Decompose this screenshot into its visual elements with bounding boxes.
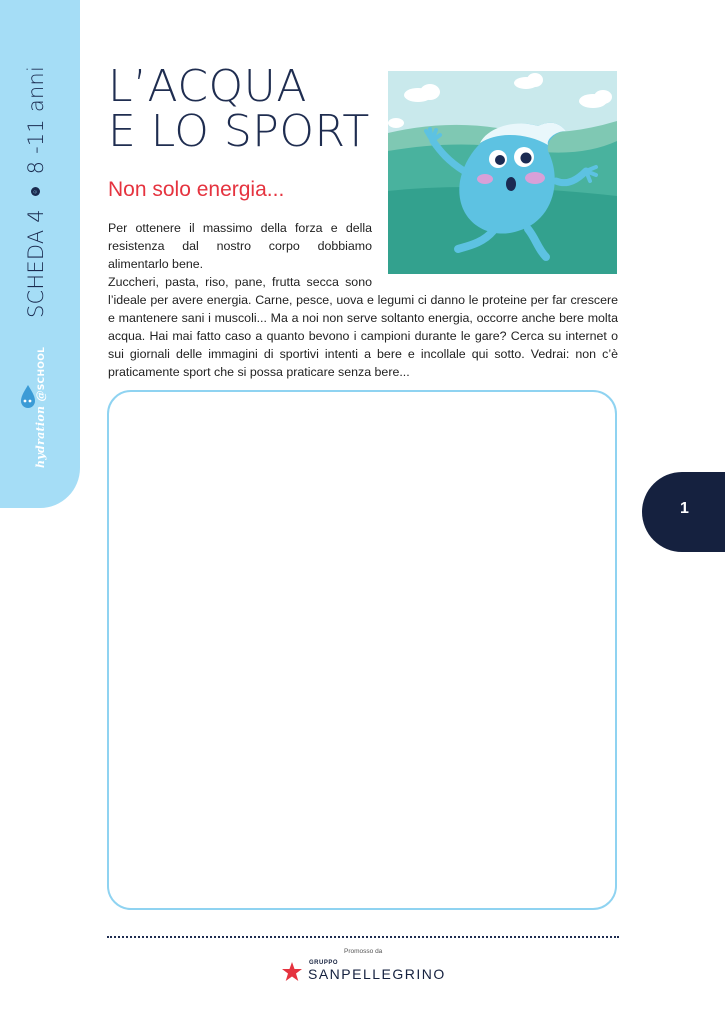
section-subtitle: Non solo energia... bbox=[108, 178, 285, 201]
image-paste-box bbox=[107, 390, 617, 910]
sponsor-group: GRUPPO bbox=[309, 960, 339, 966]
body-lead-line: Zuccheri, pasta, riso, pane, frutta secca sono bbox=[108, 275, 372, 289]
body-text: l’ideale per avere energia. Carne, pesce, uova e legumi ci danno le proteine per far crescere e mantenere sani i muscoli... Ma a noi non serve soltanto energia, occorre anche bere molta acqua. Hai mai fatto caso a quanto bevono i campioni durante le gare? Cerca su internet o sui giornali delle immagini di sportivi intenti a bere e incollale qui sotto. Vedrai: non c’è praticamente sport che si possa praticare senza bere... bbox=[108, 293, 618, 379]
water-drop-mascot bbox=[388, 71, 617, 274]
body-paragraph bbox=[108, 273, 618, 381]
sheet-grade: SCHEDA 4 bbox=[24, 209, 48, 318]
hydration-school-logo bbox=[34, 347, 47, 468]
promo-label: Promosso da bbox=[344, 948, 383, 955]
title-line-1: L’ACQUA bbox=[108, 61, 307, 112]
sheet-separator: e bbox=[31, 187, 40, 196]
logo-at: @ bbox=[34, 390, 47, 402]
logo-school: SCHOOL bbox=[37, 346, 47, 391]
title-line-2: E LO SPORT bbox=[108, 106, 370, 157]
logo-main: hydration bbox=[34, 405, 47, 468]
sponsor-name: SANPELLEGRINO bbox=[308, 966, 446, 982]
footer-divider bbox=[107, 936, 619, 938]
page-title bbox=[108, 61, 370, 157]
star-icon bbox=[281, 961, 303, 983]
sheet-heading bbox=[24, 66, 48, 318]
intro-paragraph: Per ottenere il massimo della forza e della resistenza dal nostro corpo dobbiamo alimentarlo bene. bbox=[108, 221, 372, 271]
page-number: 1 bbox=[680, 500, 689, 517]
sheet-age: 8 -11 anni bbox=[24, 66, 48, 175]
